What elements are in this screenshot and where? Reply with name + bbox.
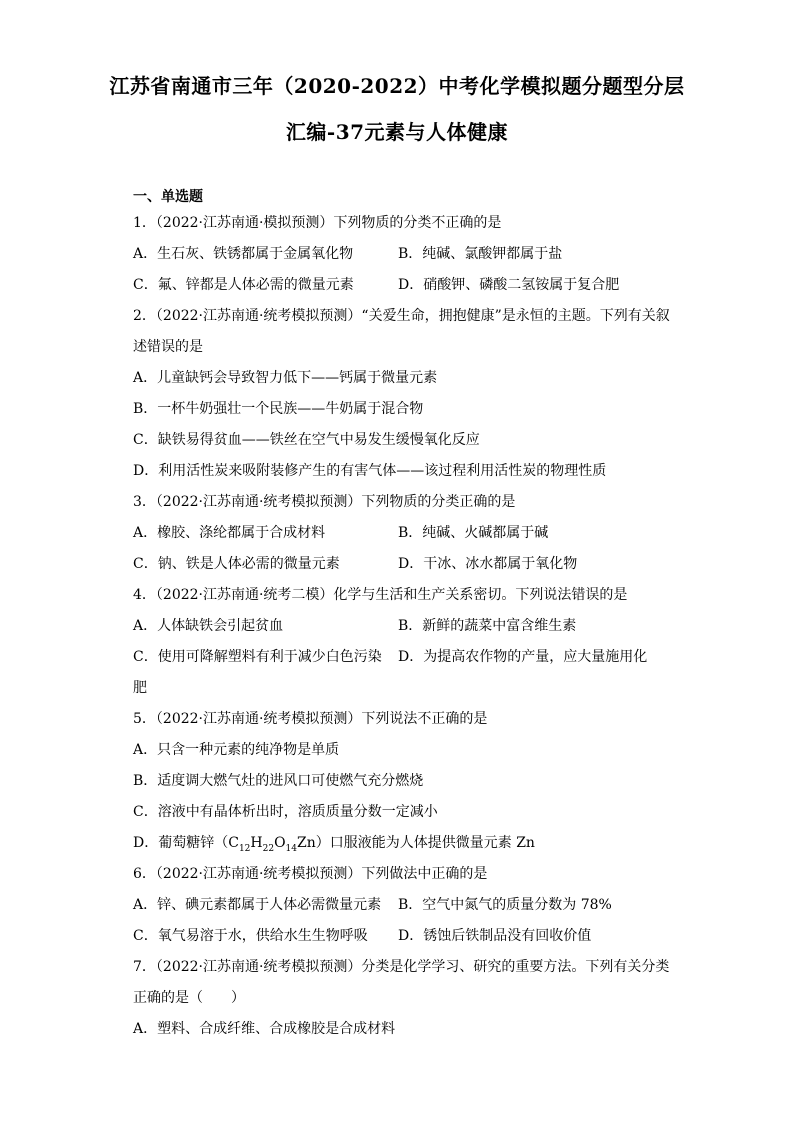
formula-h: H bbox=[250, 835, 263, 851]
option-a[interactable]: A．塑料、合成纤维、合成橡胶是合成材料 bbox=[133, 1021, 396, 1037]
subscript-hydrogen: 22 bbox=[262, 843, 275, 854]
option-row bbox=[133, 270, 663, 301]
option-row bbox=[133, 890, 663, 921]
option-d[interactable]: D．硝酸钾、磷酸二氢铵属于复合肥 bbox=[398, 277, 620, 293]
option-d[interactable]: D．为提高农作物的产量，应大量施用化 bbox=[398, 649, 648, 665]
document-title-line-1: 江苏省南通市三年（2020-2022）中考化学模拟题分题型分层 bbox=[109, 74, 685, 98]
option-a[interactable]: A．人体缺铁会引起贫血 bbox=[133, 618, 284, 634]
option-a[interactable]: A．只含一种元素的纯净物是单质 bbox=[133, 742, 340, 758]
option-a[interactable]: A．生石灰、铁锈都属于金属氧化物 bbox=[133, 246, 354, 262]
option-b[interactable]: B．适度调大燃气灶的进风口可使燃气充分燃烧 bbox=[133, 773, 424, 789]
question-3 bbox=[133, 487, 663, 580]
option-row bbox=[133, 239, 663, 270]
option-d[interactable]: D．利用活性炭来吸附装修产生的有害气体——该过程利用活性炭的物理性质 bbox=[133, 463, 607, 479]
question-stem: 4．（2022·江苏南通·统考二模）化学与生活和生产关系密切。下列说法错误的是 bbox=[133, 587, 628, 603]
option-b[interactable]: B．纯碱、火碱都属于碱 bbox=[398, 525, 549, 541]
option-c[interactable]: C．使用可降解塑料有利于减少白色污染 bbox=[133, 649, 382, 665]
option-d-continued: 肥 bbox=[133, 680, 147, 696]
option-c[interactable]: C．氧气易溶于水，供给水生生物呼吸 bbox=[133, 928, 368, 944]
question-stem: 1．（2022·江苏南通·模拟预测）下列物质的分类不正确的是 bbox=[133, 215, 502, 231]
subscript-carbon: 12 bbox=[238, 843, 251, 854]
formula-o: O bbox=[274, 835, 286, 851]
option-b[interactable]: B．一杯牛奶强壮一个民族——牛奶属于混合物 bbox=[133, 401, 424, 417]
question-2 bbox=[133, 301, 670, 487]
question-1 bbox=[133, 208, 663, 301]
option-a[interactable]: A．锌、碘元素都属于人体必需微量元素 bbox=[133, 897, 382, 913]
option-row bbox=[133, 518, 663, 549]
question-stem: 2．（2022·江苏南通·统考模拟预测）“关爱生命，拥抱健康”是永恒的主题。下列有关叙 bbox=[133, 308, 670, 324]
question-7 bbox=[133, 952, 670, 1045]
question-stem-continued: 述错误的是 bbox=[133, 339, 203, 355]
option-d-text-end: Zn）口服液能为人体提供微量元素 Zn bbox=[297, 835, 535, 851]
question-stem-continued: 正确的是（ ） bbox=[133, 990, 245, 1006]
question-stem: 7．（2022·江苏南通·统考模拟预测）分类是化学学习、研究的重要方法。下列有关分类 bbox=[133, 959, 670, 975]
document-title-line-2: 汇编-37元素与人体健康 bbox=[285, 120, 509, 144]
option-a[interactable]: A．儿童缺钙会导致智力低下——钙属于微量元素 bbox=[133, 370, 438, 386]
option-b[interactable]: B．新鲜的蔬菜中富含维生素 bbox=[398, 618, 577, 634]
option-d[interactable] bbox=[133, 828, 663, 859]
question-stem: 6．（2022·江苏南通·统考模拟预测）下列做法中正确的是 bbox=[133, 866, 488, 882]
option-b[interactable]: B．纯碱、氯酸钾都属于盐 bbox=[398, 246, 563, 262]
question-5 bbox=[133, 704, 663, 859]
section-heading: 一、单选题 bbox=[133, 189, 203, 205]
subscript-oxygen: 14 bbox=[285, 843, 297, 854]
option-c[interactable]: C．缺铁易得贫血——铁丝在空气中易发生缓慢氧化反应 bbox=[133, 432, 480, 448]
option-c[interactable]: C．溶液中有晶体析出时，溶质质量分数一定减小 bbox=[133, 804, 438, 820]
option-d[interactable]: D．干冰、冰水都属于氧化物 bbox=[398, 556, 578, 572]
option-row bbox=[133, 921, 663, 952]
option-c[interactable]: C．钠、铁是人体必需的微量元素 bbox=[133, 556, 340, 572]
question-4 bbox=[133, 580, 663, 704]
option-row bbox=[133, 549, 663, 580]
option-row bbox=[133, 642, 663, 673]
question-stem: 5．（2022·江苏南通·统考模拟预测）下列说法不正确的是 bbox=[133, 711, 488, 727]
option-b[interactable]: B．空气中氮气的质量分数为 78% bbox=[398, 897, 612, 913]
question-6 bbox=[133, 859, 663, 952]
question-stem: 3．（2022·江苏南通·统考模拟预测）下列物质的分类正确的是 bbox=[133, 494, 516, 510]
option-d[interactable]: D．锈蚀后铁制品没有回收价值 bbox=[398, 928, 592, 944]
option-d-text-start: D．葡萄糖锌（C bbox=[133, 835, 239, 851]
question-list bbox=[133, 208, 670, 1045]
option-row bbox=[133, 611, 663, 642]
option-c[interactable]: C．氟、锌都是人体必需的微量元素 bbox=[133, 277, 354, 293]
option-a[interactable]: A．橡胶、涤纶都属于合成材料 bbox=[133, 525, 326, 541]
